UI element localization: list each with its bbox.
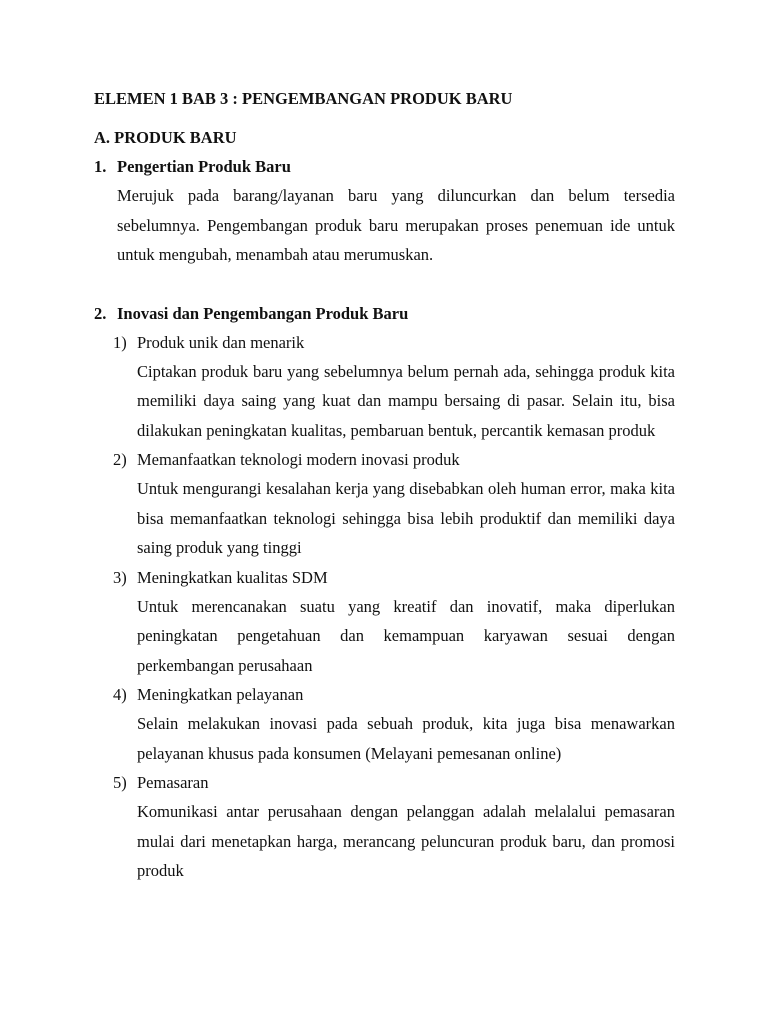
item-1-heading-text: Pengertian Produk Baru (117, 157, 291, 176)
document-title: ELEMEN 1 BAB 3 : PENGEMBANGAN PRODUK BARU (94, 89, 513, 108)
sub-item-2-body: Untuk mengurangi kesalahan kerja yang disebabkan oleh human error, maka kita bisa memanfaatkan teknologi sehingga bisa lebih produktif dan memiliki daya saing produk yang tinggi (137, 479, 675, 557)
sub-item-5-number: 5) (113, 773, 127, 792)
item-2-heading (94, 299, 675, 328)
sub-item-4-body: Selain melakukan inovasi pada sebuah produk, kita juga bisa menawarkan pelayanan khusus pada konsumen (Melayani pemesanan online) (137, 714, 675, 763)
sub-item-2-title-text: Memanfaatkan teknologi modern inovasi produk (137, 450, 460, 469)
sub-item-1-body: Ciptakan produk baru yang sebelumnya belum pernah ada, sehingga produk kita memiliki daya saing yang kuat dan mampu bersaing di pasar. Selain itu, bisa dilakukan peningkatan kualitas, pembaruan bentuk, percantik kemasan produk (137, 361, 675, 440)
item-1-number: 1. (94, 157, 107, 176)
sub-item-5-body: Komunikasi antar perusahaan dengan pelanggan adalah melalalui pemasaran mulai dari menetapkan harga, merancang peluncuran produk baru, dan promosi produk (137, 802, 675, 880)
sub-item-4-number: 4) (113, 685, 127, 704)
item-1-body: Merujuk pada barang/layanan baru yang diluncurkan dan belum tersedia sebelumnya. Pengembangan produk baru merupakan proses penemuan ide untuk untuk mengubah, menambah atau merumuskan. (117, 186, 675, 264)
sub-item-1-title (113, 328, 675, 357)
section-heading-a: A. PRODUK BARU (94, 128, 237, 147)
sub-item-3-title-text: Meningkatkan kualitas SDM (137, 567, 328, 587)
spacer (94, 270, 675, 299)
item-2-number: 2. (94, 303, 107, 323)
item-1-heading (94, 152, 675, 181)
sub-item-3-number: 3) (113, 567, 127, 587)
sub-item-4-title (113, 680, 675, 709)
sub-item-1-number: 1) (113, 332, 127, 352)
sub-item-3-title (113, 563, 675, 592)
list-item (113, 563, 675, 681)
item-2-heading-text: Inovasi dan Pengembangan Produk Baru (117, 303, 409, 323)
list-item (113, 680, 675, 768)
sub-item-2-title (113, 445, 675, 474)
sub-item-3-body: Untuk merencanakan suatu yang kreatif dan inovatif, maka diperlukan peningkatan pengetahuan dan kemampuan karyawan sesuai dengan perkembangan perusahaan (137, 596, 675, 675)
sub-item-5-title (113, 768, 675, 797)
list-item (113, 445, 675, 563)
list-item (113, 328, 675, 446)
sub-item-5-title-text: Pemasaran (137, 773, 209, 792)
sub-item-list (113, 328, 675, 886)
sub-item-1-title-text: Produk unik dan menarik (137, 332, 305, 352)
sub-item-4-title-text: Meningkatkan pelayanan (137, 685, 304, 704)
sub-item-2-number: 2) (113, 450, 127, 469)
list-item (113, 768, 675, 886)
